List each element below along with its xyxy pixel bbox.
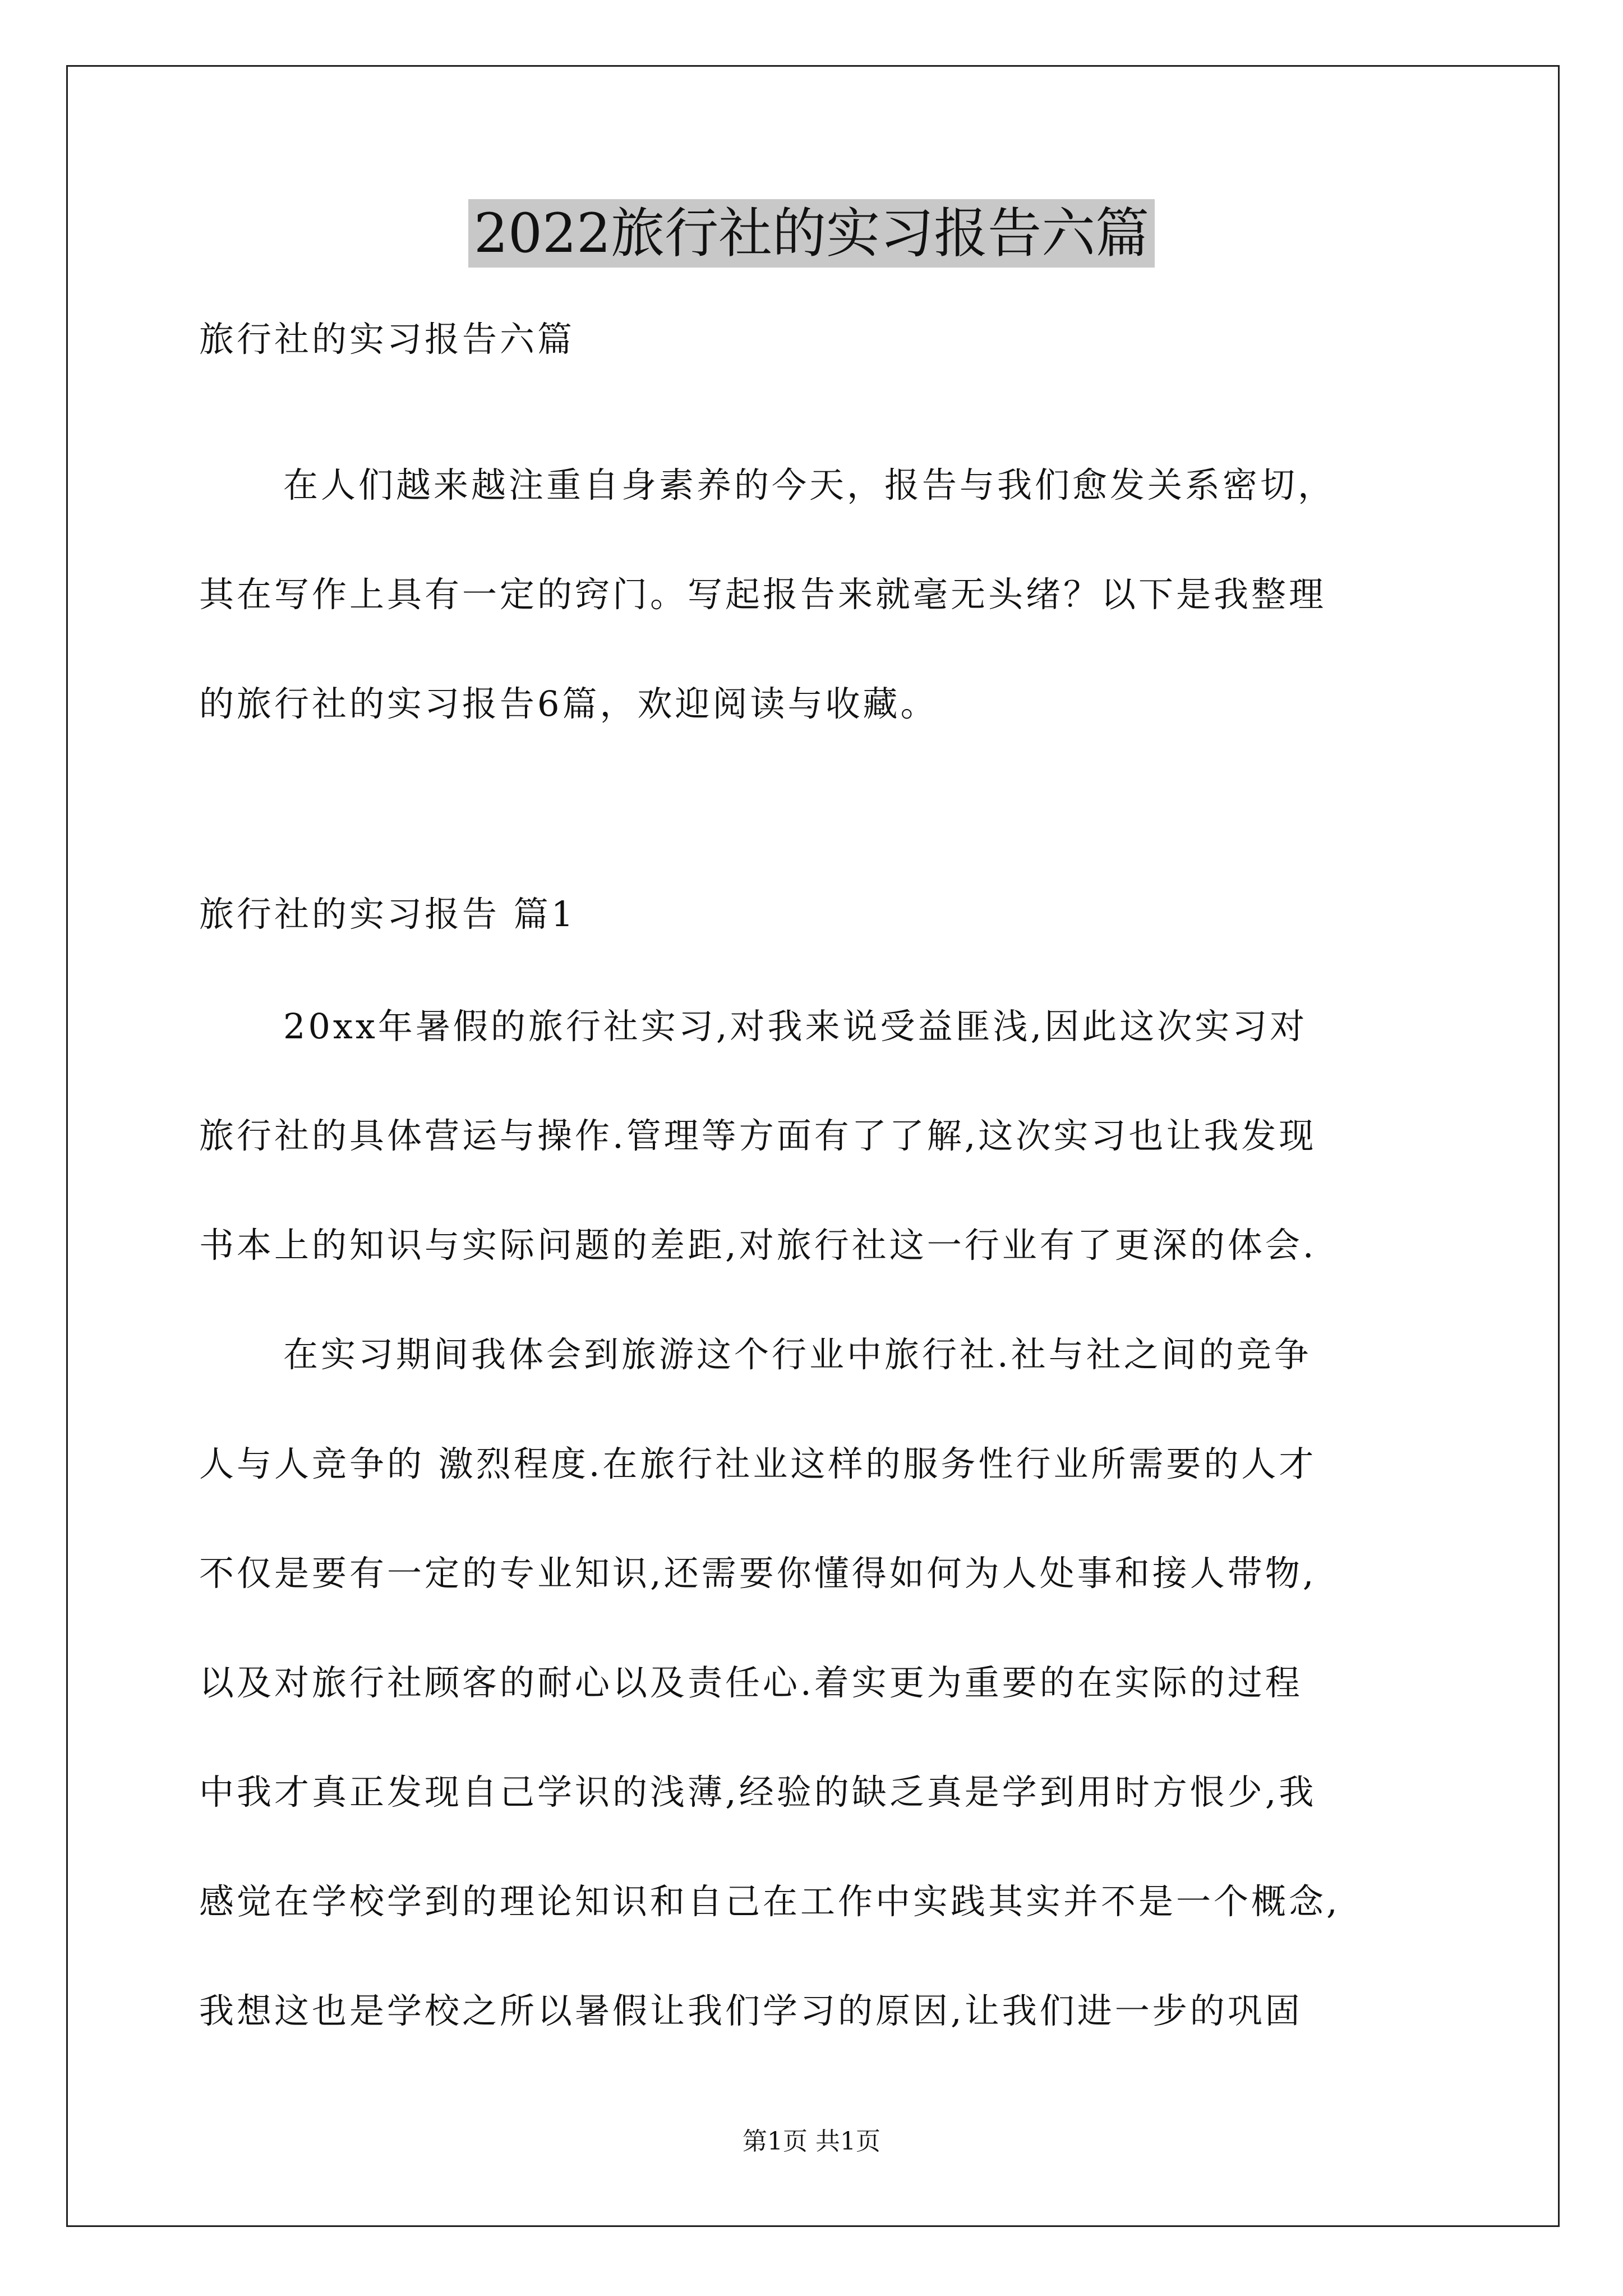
paragraph-line: 20xx年暑假的旅行社实习,对我来说受益匪浅,因此这次实习对 bbox=[283, 1006, 1308, 1047]
page-footer: 第1页 共1页 bbox=[743, 2127, 880, 2156]
paragraph-line: 我想这也是学校之所以暑假让我们学习的原因,让我们进一步的巩固 bbox=[199, 1990, 1303, 2031]
paragraph-line: 感觉在学校学到的理论知识和自己在工作中实践其实并不是一个概念, bbox=[199, 1881, 1340, 1922]
paragraph-line: 中我才真正发现自己学识的浅薄,经验的缺乏真是学到用时方恨少,我 bbox=[199, 1772, 1317, 1812]
subtitle: 旅行社的实习报告六篇 bbox=[199, 319, 575, 360]
document-title: 2022旅行社的实习报告六篇 bbox=[468, 199, 1155, 268]
paragraph-line: 人与人竞争的 激烈程度.在旅行社业这样的服务性行业所需要的人才 bbox=[199, 1443, 1317, 1484]
intro-line: 其在写作上具有一定的窍门。写起报告来就毫无头绪？以下是我整理 bbox=[199, 574, 1327, 615]
paragraph-line: 书本上的知识与实际问题的差距,对旅行社这一行业有了更深的体会. bbox=[199, 1225, 1317, 1266]
paragraph-line: 不仅是要有一定的专业知识,还需要你懂得如何为人处事和接人带物, bbox=[199, 1553, 1317, 1594]
paragraph-line: 以及对旅行社顾客的耐心以及责任心.着实更为重要的在实际的过程 bbox=[199, 1662, 1303, 1703]
title-container bbox=[0, 199, 1623, 268]
paragraph-line: 在实习期间我体会到旅游这个行业中旅行社.社与社之间的竞争 bbox=[283, 1334, 1312, 1375]
section-heading: 旅行社的实习报告 篇1 bbox=[199, 894, 577, 935]
intro-line: 的旅行社的实习报告6篇，欢迎阅读与收藏。 bbox=[199, 683, 938, 724]
intro-line: 在人们越来越注重自身素养的今天，报告与我们愈发关系密切， bbox=[283, 464, 1336, 505]
paragraph-line: 旅行社的具体营运与操作.管理等方面有了了解,这次实习也让我发现 bbox=[199, 1115, 1317, 1156]
